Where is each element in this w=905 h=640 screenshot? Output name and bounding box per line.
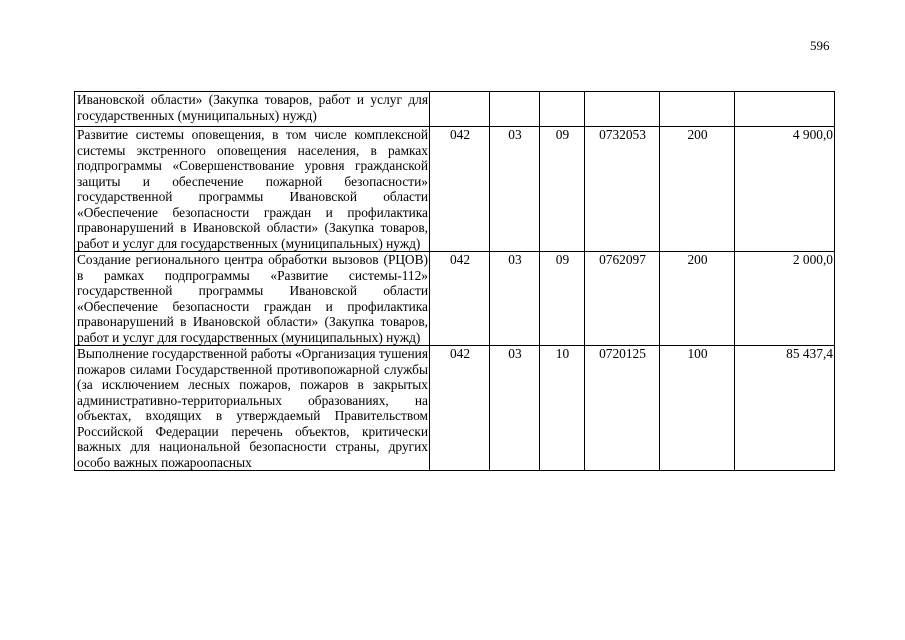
ministry-code: 042 (430, 127, 490, 252)
sum-value (735, 92, 835, 127)
subsection-code (540, 92, 585, 127)
row-description: Создание регионального центра обработки вызовов (РЦОВ) в рамках подпрограммы «Развитие системы-112» государственной программы Ивановской области «Обеспечение безопасности граждан и профилактика правонарушений в Ивановской области» (Закупка товаров, работ и услуг для государственных (муниципальных) нужд) (75, 252, 430, 346)
row-description: Развитие системы оповещения, в том числе комплексной системы экстренного оповещения населения, в рамках подпрограммы «Совершенствование уровня гражданской защиты и обеспечение пожарной безопасности» государственной программы Ивановской области «Обеспечение безопасности граждан и профилактика правонарушений в Ивановской области» (Закупка товаров, работ и услуг для государственных (муниципальных) нужд) (75, 127, 430, 252)
section-code: 03 (490, 252, 540, 346)
section-code: 03 (490, 346, 540, 471)
section-code (490, 92, 540, 127)
expense-type-code: 100 (660, 346, 735, 471)
expense-type-code (660, 92, 735, 127)
row-description: Ивановской области» (Закупка товаров, работ и услуг для государственных (муниципальных) нужд) (75, 92, 430, 127)
ministry-code (430, 92, 490, 127)
target-article-code: 0762097 (585, 252, 660, 346)
table-row (75, 252, 835, 346)
subsection-code: 10 (540, 346, 585, 471)
sum-value: 2 000,0 (735, 252, 835, 346)
target-article-code: 0720125 (585, 346, 660, 471)
table-row (75, 346, 835, 471)
ministry-code: 042 (430, 346, 490, 471)
sum-value: 85 437,4 (735, 346, 835, 471)
ministry-code: 042 (430, 252, 490, 346)
table-row (75, 92, 835, 127)
sum-value: 4 900,0 (735, 127, 835, 252)
expense-type-code: 200 (660, 252, 735, 346)
row-description: Выполнение государственной работы «Организация тушения пожаров силами Государственной противопожарной службы (за исключением лесных пожаров, пожаров в закрытых административно-территориальных образованиях, на объектах, входящих в утверждаемый Правительством Российской Федерации перечень объектов, критически важных для национальной безопасности страны, других особо важных пожароопасных (75, 346, 430, 471)
subsection-code: 09 (540, 127, 585, 252)
page-number: 596 (810, 38, 830, 53)
section-code: 03 (490, 127, 540, 252)
target-article-code: 0732053 (585, 127, 660, 252)
table-row (75, 127, 835, 252)
expense-type-code: 200 (660, 127, 735, 252)
subsection-code: 09 (540, 252, 585, 346)
target-article-code (585, 92, 660, 127)
budget-table (74, 91, 835, 471)
